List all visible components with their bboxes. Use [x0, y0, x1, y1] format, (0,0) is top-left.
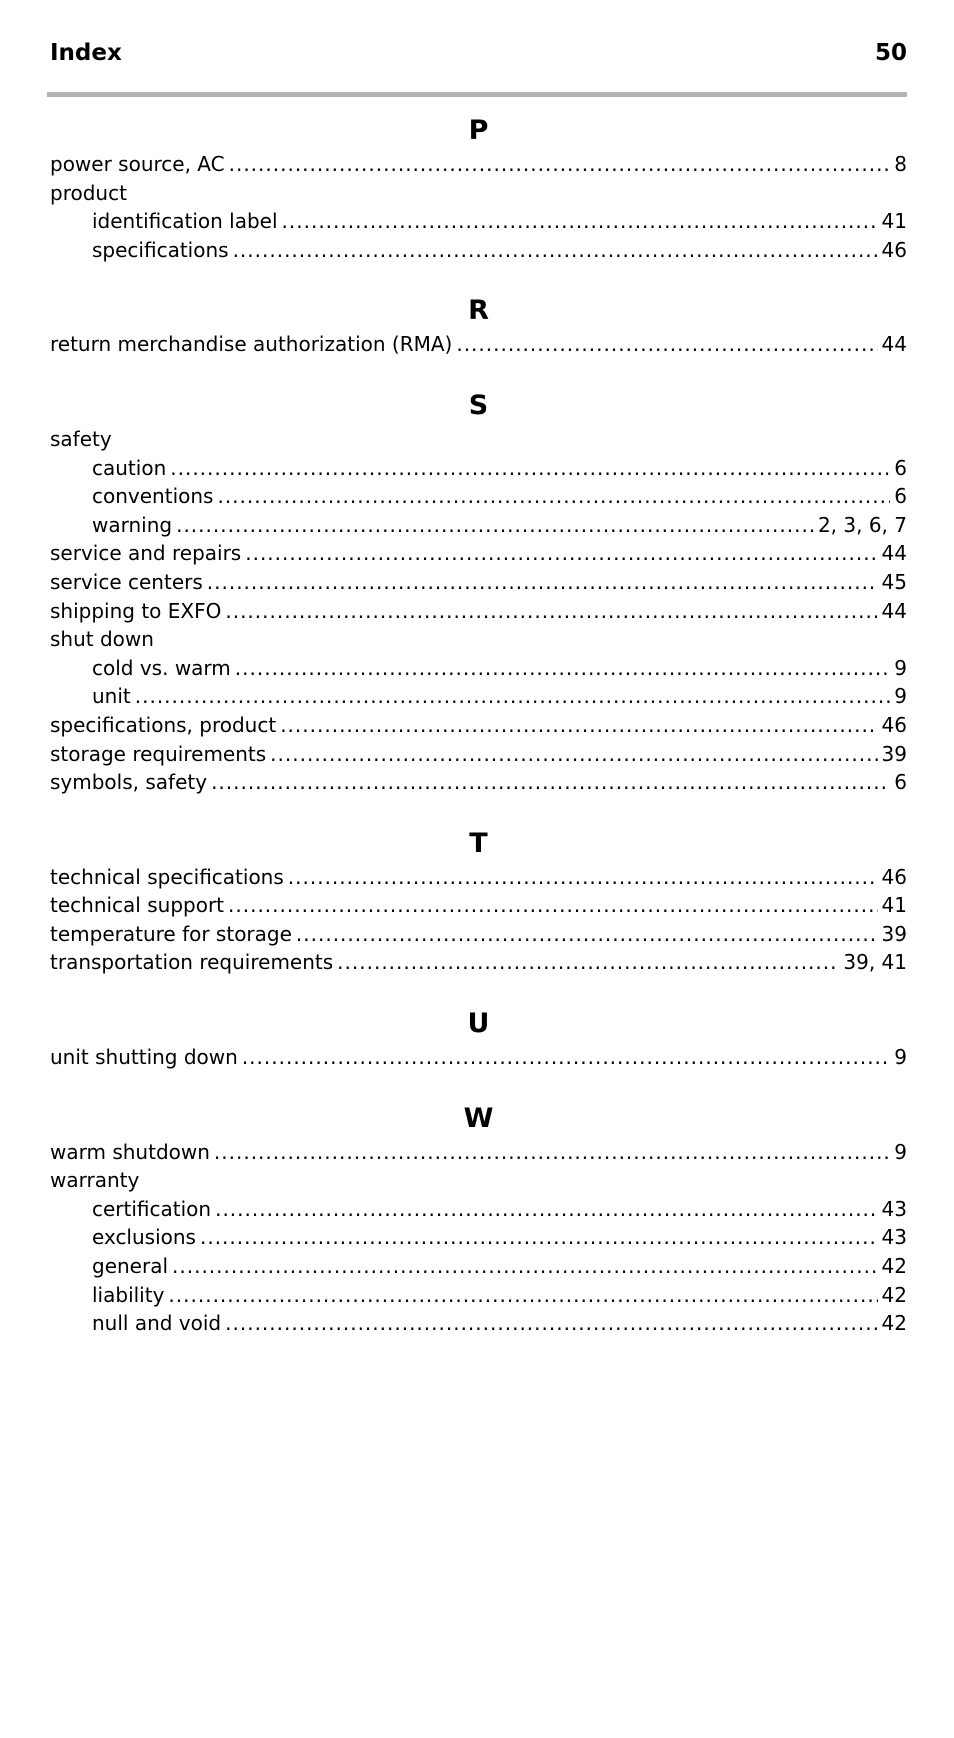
index-entry: [50, 920, 907, 949]
page-reference: 2, 3, 6, 7: [817, 512, 907, 537]
page-title: Index: [50, 40, 122, 66]
index-term: technical support: [50, 893, 225, 918]
dot-leader: [270, 740, 877, 769]
index-section-t: [50, 825, 907, 977]
index-term: identification label: [92, 209, 278, 234]
index-body: [50, 112, 907, 1366]
dot-leader: [229, 150, 891, 179]
index-term: liability: [92, 1282, 165, 1307]
dot-leader: [225, 597, 877, 626]
index-entry: [50, 711, 907, 740]
dot-leader: [225, 1309, 877, 1338]
page-reference: 39, 41: [843, 950, 907, 975]
index-section-s: [50, 387, 907, 797]
dot-leader: [282, 207, 878, 236]
page-reference: 45: [881, 569, 907, 594]
page-number: 50: [874, 40, 907, 66]
index-term: general: [92, 1254, 169, 1279]
index-term: warm shutdown: [50, 1139, 210, 1164]
dot-leader: [242, 1043, 890, 1072]
dot-leader: [456, 330, 877, 359]
index-entry: [50, 1166, 907, 1195]
index-entry: [50, 568, 907, 597]
page-reference: 6: [894, 455, 907, 480]
index-term: power source, AC: [50, 152, 225, 176]
index-entry: [50, 948, 907, 977]
section-letter: W: [463, 1102, 494, 1134]
index-entry: [50, 625, 907, 654]
index-term: product: [50, 180, 127, 205]
dot-leader: [233, 236, 878, 265]
page-reference: 43: [881, 1225, 907, 1250]
index-subentry: [50, 207, 907, 236]
index-term: transportation requirements: [50, 950, 334, 975]
index-entry: [50, 330, 907, 359]
dot-leader: [168, 1281, 877, 1310]
page-reference: 44: [881, 332, 907, 357]
page-reference: 9: [894, 655, 907, 680]
index-term: shipping to EXFO: [50, 598, 222, 623]
dot-leader: [296, 920, 878, 949]
index-term: specifications: [92, 237, 229, 262]
index-entry: [50, 179, 907, 208]
dot-leader: [288, 863, 878, 892]
page-reference: 6: [894, 484, 907, 509]
dot-leader: [214, 1138, 890, 1167]
dot-leader: [228, 891, 878, 920]
index-term: temperature for storage: [50, 921, 292, 946]
dot-leader: [176, 511, 814, 540]
dot-leader: [215, 1195, 877, 1224]
index-section-w: [50, 1100, 907, 1338]
index-entry: [50, 150, 907, 179]
index-subentry: [50, 682, 907, 711]
index-subentry: [50, 1309, 907, 1338]
index-subentry: [50, 482, 907, 511]
section-letter: S: [468, 389, 489, 421]
page-reference: 46: [881, 237, 907, 262]
page-reference: 9: [894, 1045, 907, 1070]
page-reference: 6: [894, 770, 907, 795]
dot-leader: [235, 654, 890, 683]
index-entry: [50, 425, 907, 454]
page-reference: 44: [881, 598, 907, 623]
page-reference: 46: [881, 864, 907, 889]
index-term: shut down: [50, 627, 154, 652]
page-reference: 46: [881, 712, 907, 737]
index-subentry: [50, 454, 907, 483]
page-reference: 8: [894, 152, 907, 176]
index-entry: [50, 863, 907, 892]
index-term: return merchandise authorization (RMA): [50, 332, 453, 357]
index-term: conventions: [92, 484, 214, 509]
index-term: caution: [92, 455, 167, 480]
index-term: cold vs. warm: [92, 655, 231, 680]
dot-leader: [172, 1252, 878, 1281]
dot-leader: [245, 539, 877, 568]
index-subentry: [50, 1281, 907, 1310]
index-entry: [50, 1138, 907, 1167]
dot-leader: [135, 682, 891, 711]
index-subentry: [50, 654, 907, 683]
page-reference: 42: [881, 1254, 907, 1279]
page-header: [50, 40, 907, 80]
index-section-r: [50, 292, 907, 359]
index-term: exclusions: [92, 1225, 196, 1250]
dot-leader: [170, 454, 890, 483]
index-term: technical specifications: [50, 864, 284, 889]
page-reference: 41: [881, 209, 907, 234]
index-term: storage requirements: [50, 741, 267, 766]
page-reference: 9: [894, 1139, 907, 1164]
page-reference: 43: [881, 1196, 907, 1221]
index-subentry: [50, 1195, 907, 1224]
dot-leader: [337, 948, 839, 977]
index-entry: [50, 1043, 907, 1072]
index-entry: [50, 740, 907, 769]
page-reference: 42: [881, 1311, 907, 1336]
index-term: service and repairs: [50, 541, 242, 566]
page-reference: 9: [894, 684, 907, 709]
section-letter: U: [467, 1008, 490, 1040]
dot-leader: [207, 568, 878, 597]
index-term: unit: [92, 684, 131, 709]
index-subentry: [50, 511, 907, 540]
page-reference: 39: [881, 921, 907, 946]
section-letter: T: [469, 827, 488, 859]
index-term: warranty: [50, 1168, 140, 1193]
index-section-u: [50, 1005, 907, 1072]
index-subentry: [50, 236, 907, 265]
index-entry: [50, 597, 907, 626]
index-subentry: [50, 1223, 907, 1252]
index-term: service centers: [50, 569, 203, 594]
index-term: safety: [50, 426, 112, 451]
index-term: null and void: [92, 1311, 222, 1336]
index-entry: [50, 768, 907, 797]
page-reference: 41: [881, 893, 907, 918]
dot-leader: [200, 1223, 878, 1252]
page-reference: 44: [881, 541, 907, 566]
index-section-p: [50, 112, 907, 264]
page-reference: 39: [881, 741, 907, 766]
section-letter: R: [468, 295, 489, 327]
index-term: symbols, safety: [50, 770, 208, 795]
dot-leader: [280, 711, 877, 740]
index-term: certification: [92, 1196, 212, 1221]
page-reference: 42: [881, 1282, 907, 1307]
index-term: specifications, product: [50, 712, 277, 737]
header-divider: [47, 92, 907, 97]
dot-leader: [211, 768, 890, 797]
index-term: unit shutting down: [50, 1045, 238, 1070]
index-entry: [50, 891, 907, 920]
index-entry: [50, 539, 907, 568]
index-term: warning: [92, 512, 173, 537]
index-subentry: [50, 1252, 907, 1281]
section-letter: P: [468, 115, 489, 146]
dot-leader: [217, 482, 890, 511]
